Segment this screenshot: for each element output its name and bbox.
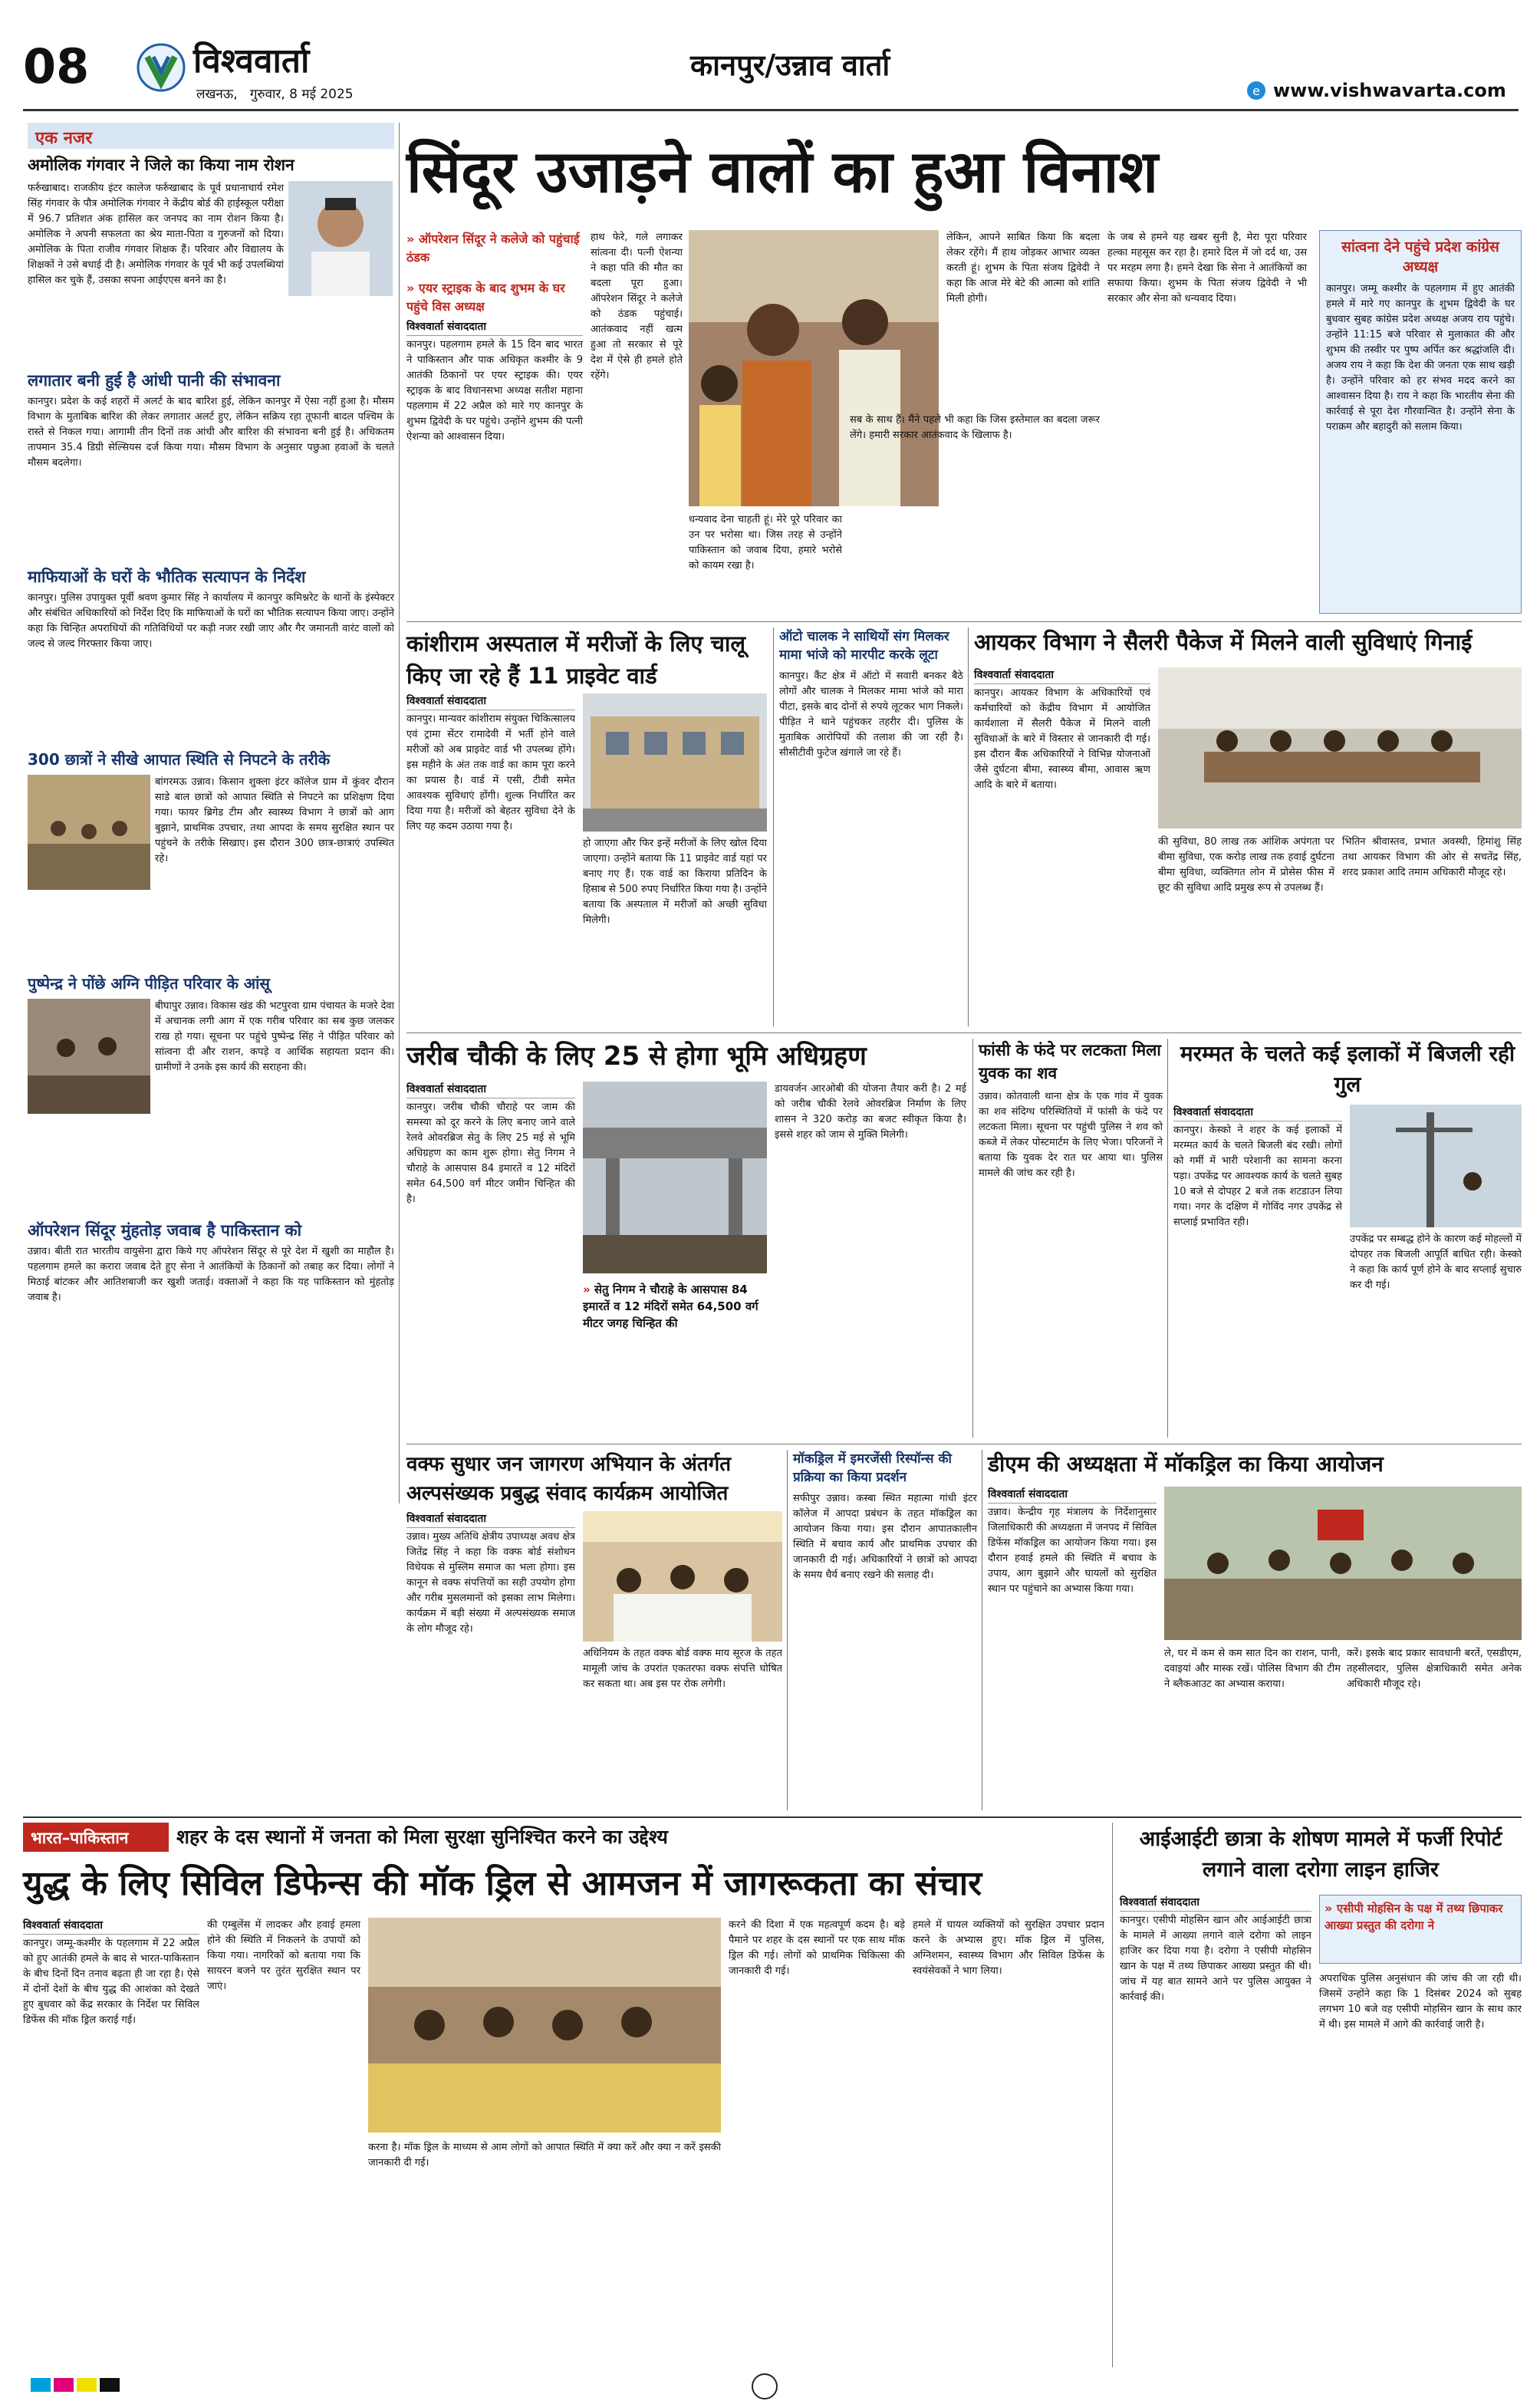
image-caption: [583, 1281, 767, 1332]
story-body: फर्रुखाबाद। राजकीय इंटर कालेज फर्रुखाबाद के पूर्व प्रधानाचार्य रमेश सिंह गंगवार के पौत्र अमोलिक गंगवार ने केंद्रीय बोर्ड की हाईस्कूल परीक्षा में 96.7 प्रतिशत अंक हासिल कर जनपद का नाम रोशन किया है। अमोलिक ने अपनी सफलता का श्रेय माता-पिता व गुरुजनों को दिया। अमोलिक के पिता राजीव गंगवार शिक्षक हैं। परिवार और विद्यालय के शिक्षकों ने उसे बधाई दी है। अमोलिक गंगवार के पूर्व भी कई उपलब्धियां हासिल कर चुके हैं, उसका सपना आईएएस बनने का है।: [28, 183, 284, 286]
story-body: उन्नाव। कोतवाली थाना क्षेत्र के एक गांव में युवक का शव संदिग्ध परिस्थितियों में फांसी के फंदे पर लटकता मिला। सूचना पर पहुंची पुलिस ने शव को कब्जे में लेकर पोस्टमार्टम के लिए भेजा। परिजनों ने बताया कि युवक देर रात घर आया था। पुलिस मामले की जांच कर रही है।: [979, 1091, 1163, 1179]
page-number: 08: [23, 38, 90, 94]
lead-body: लेकिन, आपने साबित किया कि बदला लेकर रहेंगे। मैं हाथ जोड़कर आभार व्यक्त करती हूं। शुभम के पिता संजय द्विवेदी ने कहा कि आज मेरे बेटे की आत्मा को शांति मिली होगी।: [946, 232, 1100, 305]
story-body: अपराधिक पुलिस अनुसंधान की जांच की जा रही थी। जिसमें उन्होंने कहा कि 1 दिसंबर 2024 को सुबह लगभग 10 बजे वह एसीपी मोहसिन खान के साथ कार में थी। इस मामले में आगे की कार्रवाई जारी है।: [1319, 1973, 1522, 2030]
story-body: कानपुर। पुलिस उपायुक्त पूर्वी श्रवण कुमार सिंह ने कार्यालय में कानपुर कमिश्नरेट के थानों के इंस्पेक्टर और संबंधित अधिकारियों को निर्देश दिए कि माफियाओं के घरों का भौतिक सत्यापन किया जाए। उन्होंने कहा कि चिन्हित अपराधियों की गतिविधियों पर कड़ी नजर रखी जाए और गैर जमानती वारंट वालों को जल्द से जल्द गिरफ्तार किया जाए।: [28, 592, 394, 650]
ek-nazar-tag: एक नजर: [28, 123, 394, 149]
story-body: की सुविधा, 80 लाख तक आंशिक अपंगता पर बीमा सुविधा, एक करोड़ लाख तक हवाई दुर्घटना बीमा सुविधा, व्यक्तिगत लोन में प्रोसेस फीस में छूट की सुविधा आदि प्रमुख रूप से उपलब्ध हैं।: [1158, 836, 1334, 894]
story-body: की एम्बुलेंस में लादकर और हवाई हमला होने की स्थिति में निकलने के उपायों को किया गया। नागरिकों को बताया गया कि सायरन बजने पर तुरंत सुरक्षित स्थान पर जाएं।: [207, 1919, 360, 1992]
sidebar-body: कानपुर। जम्मू कश्मीर के पहलगाम में हुए आतंकी हमले में मारे गए कानपुर के शुभम द्विवेदी के घर बुधवार सुबह कांग्रेस प्रदेश अध्यक्ष अजय राय पहुंचे। उन्होंने 11:15 बजे परिवार से मुलाकात की और शुभम की तस्वीर पर पुष्प अर्पित कर श्रद्धांजलि दी। अजय राय ने कहा कि देश की जनता एक साथ खड़ी है। उन्होंने परिवार को हर संभव मदद करने का आश्वासन दिया है। राय ने कहा कि भारतीय सेना की कार्रवाई से पूरा देश गौरवान्वित है। उन्होंने सेना के पराक्रम और बहादुरी को सलाम किया।: [1326, 283, 1515, 433]
story-body: करें। इसके बाद प्रकार सावधानी बरतें, एसडीएम, तहसीलदार, पुलिस क्षेत्राधिकारी समेत अनेक अधिकारी मौजूद रहे।: [1347, 1648, 1522, 1690]
story-body: करने की दिशा में एक महत्वपूर्ण कदम है। बड़े पैमाने पर शहर के दस स्थानों पर एक साथ मॉक ड्रिल की गई। लोगों को प्राथमिक चिकित्सा की जानकारी दी गई।: [729, 1919, 905, 1977]
color-bar: [31, 2378, 123, 2395]
student-photo: [288, 181, 393, 296]
byline: विश्ववार्ता संवाददाता: [23, 1918, 199, 1935]
paper-name: विश्ववार्ता: [193, 41, 310, 81]
story-body: सफीपुर उन्नाव। कस्बा स्थित महात्मा गांधी इंटर कॉलेज में आपदा प्रबंधन के तहत मॉकड्रिल का आयोजन किया गया। इस दौरान आपातकालीन स्थिति में बचाव कार्य और प्राथमिक उपचार की जानकारी दी गई। अधिकारियों ने छात्रों को आपदा के समय धैर्य बनाए रखने की सलाह दी।: [793, 1493, 977, 1581]
caption-text: सेतु निगम ने चौराहे के आसपास 84 इमारतें व 12 मंदिरों समेत 64,500 वर्ग मीटर जगह चिन्हित की: [583, 1283, 758, 1330]
lead-body: सब के साथ हैं। मैंने पहले भी कहा कि जिस इस्तेमाल का बदला जरूर लेंगे। हमारी सरकार आतंकवाद के खिलाफ है।: [850, 414, 1100, 441]
kicker-text: एसीपी मोहसिन के पक्ष में तथ्य छिपाकर आख्या प्रस्तुत की दरोगा ने: [1324, 1902, 1503, 1932]
story-body: कानपुर। प्रदेश के कई शहरों में अलर्ट के बाद बारिश हुई, लेकिन कानपुर में ऐसा नहीं हुआ है। मौसम विभाग के मुताबिक बारिश की लेकर लगातार अलर्ट हुए, लेकिन सक्रिय रहा तूफानी बादल पश्चिम के रास्ते से निकल गया। आगामी तीन दिनों तक आंधी और बारिश की संभावना बनी हुई है। अधिकतम तापमान 35.4 डिग्री सेल्सियस दर्ज किया गया। मौसम विभाग के अनुसार पछुआ हवाओं के चलते मौसम बदलेगा।: [28, 396, 394, 469]
story-body: डायवर्जन आरओबी की योजना तैयार करी है। 2 मई को जरीब चौकी रेलवे ओवरब्रिज निर्माण के लिए शासन ने 320 करोड़ का बजट स्वीकृत किया है। इससे शहर को जाम से मुक्ति मिलेगी।: [775, 1083, 966, 1141]
byline: विश्ववार्ता संवाददाता: [988, 1487, 1157, 1504]
story-body: कानपुर। कैंट क्षेत्र में ऑटो में सवारी बनकर बैठे लोगों और चालक ने मिलकर मामा भांजे को मारा पीटा, इसके बाद दोनों से रुपये लूटकर भाग निकले। पीड़ित ने थाने पहुंचकर तहरीर दी। पुलिस के मुताबिक आरोपियों की तलाश की जा रही है। सीसीटीवी फुटेज खंगाले जा रहे हैं।: [779, 670, 963, 759]
logo-icon: [137, 43, 186, 92]
story-headline: कांशीराम अस्पताल में मरीजों के लिए चालू किए जा रहे हैं 11 प्राइवेट वार्ड: [406, 631, 746, 689]
chevron-right-icon: »: [406, 281, 419, 295]
chevron-right-icon: »: [406, 232, 419, 246]
story-headline: 300 छात्रों ने सीखे आपात स्थिति से निपटने के तरीके: [28, 750, 331, 769]
story-headline: डीएम की अध्यक्षता में मॉकड्रिल का किया आयोजन: [988, 1451, 1384, 1477]
lead-body: धन्यवाद देना चाहती हूं। मेरे पूरे परिवार का उन पर भरोसा था। जिस तरह से उन्होंने पाकिस्तान को जवाब दिया, हमारे भरोसे को कायम रखा है।: [689, 514, 842, 571]
story-headline: फांसी के फंदे पर लटकता मिला युवक का शव: [979, 1041, 1161, 1082]
byline: विश्ववार्ता संवाददाता: [406, 1511, 575, 1528]
story-body: कानपुर। एसीपी मोहसिन खान और आईआईटी छात्रा के मामले में आख्या लगाने वाले दरोगा को लाइन हाजिर कर दिया गया है। दरोगा ने एसीपी मोहसिन खान के पक्ष में तथ्य छिपाकर आख्या प्रस्तुत की थी। जांच में यह बात सामने आने पर पुलिस आयुक्त ने कार्रवाई की।: [1120, 1915, 1311, 2003]
story-headline: ऑटो चालक ने साथियों संग मिलकर मामा भांजे को मारपीट करके लूटा: [779, 629, 949, 663]
story-headline: पुष्पेन्द्र ने पोंछे अग्नि पीड़ित परिवार के आंसू: [28, 974, 270, 993]
kicker-box: [1319, 1895, 1522, 1964]
masthead: [0, 0, 1540, 115]
electric-pole-photo: [1350, 1105, 1522, 1227]
chevron-right-icon: »: [1324, 1901, 1337, 1915]
story-headline: मरम्मत के चलते कई इलाकों में बिजली रही गुल: [1180, 1041, 1515, 1097]
fire-victims-photo: [28, 999, 150, 1114]
chevron-right-icon: »: [583, 1283, 594, 1296]
svg-text:e: e: [1252, 84, 1260, 98]
story-body: कानपुर। केस्को ने शहर के कई इलाकों में मरम्मत कार्य के चलते बिजली बंद रखी। लोगों को गर्मी में भारी परेशानी का सामना करना पड़ा। उपकेंद्र पर आवश्यक कार्य के चलते सुबह 10 बजे से दोपहर 2 बजे तक शटडाउन लिया गया। नगर के दक्षिण में गोविंद नगर उपकेंद्र से सप्लाई प्रभावित रही।: [1173, 1125, 1342, 1228]
kicker-text: [406, 279, 583, 316]
story-body: ले, घर में कम से कम सात दिन का राशन, पानी, दवाइयां और मास्क रखें। पोलिस विभाग की टीम ने ब्लैकआउट का अभ्यास कराया।: [1164, 1648, 1341, 1690]
kicker2: एयर स्ट्राइक के बाद शुभम के घर पहुंचे विस अध्यक्ष: [406, 281, 565, 314]
left-column: [28, 123, 394, 1504]
dm-mockdrill-photo: [1164, 1487, 1522, 1640]
story-headline: माफियाओं के घरों के भौतिक सत्यापन के निर्देश: [28, 568, 306, 586]
lead-body: के जब से हमने यह खबर सुनी है, मेरा पूरा परिवार हल्का महसूस कर रहा है। हमारे दिल में जो दर्द था, उस पर मरहम लगा है। हमने देखा कि सेना ने आतंकियों का सफाया किया। शुभम के पिता संजय द्विवेदी ने भी सरकार और सेना को धन्यवाद दिया।: [1107, 232, 1307, 305]
story-headline: जरीब चौकी के लिए 25 से होगा भूमि अधिग्रहण: [406, 1041, 867, 1072]
sidebar-headline: सांत्वना देने पहुंचे प्रदेश कांग्रेस अध्यक्ष: [1341, 239, 1499, 275]
story-body: उन्नाव। मुख्य अतिथि क्षेत्रीय उपाध्यक्ष अवध क्षेत्र जितेंद्र सिंह ने कहा कि वक्फ बोर्ड संशोधन विधेयक से मुस्लिम समाज का भला होगा। इस कानून से वक्फ संपत्तियों का सही उपयोग होगा और गरीब मुसलमानों को इसका लाभ मिलेगा। कार्यक्रम में बड़ी संख्या में अल्पसंख्यक समाज के लोग मौजूद रहे।: [406, 1531, 575, 1635]
story-body: कानपुर। मान्यवर कांशीराम संयुक्त चिकित्सालय एवं ट्रामा सेंटर रामादेवी में भर्ती होने वाले मरीजों को अब प्राइवेट वार्ड भी उपलब्ध होंगे। इस महीने के अंत तक वार्ड का काम पूरा करने का प्रयास है। वार्ड में एसी, टीवी समेत आवश्यक सुविधाएं होंगी। शुल्क निर्धारित कर दिया गया है। मरीजों को बेहतर सुविधा देने के लिए यह कदम उठाया गया है।: [406, 713, 575, 832]
section-title: कानपुर/उन्नाव वार्ता: [690, 48, 890, 82]
story-body: उन्नाव। बीती रात भारतीय वायुसेना द्वारा किये गए ऑपरेशन सिंदूर से पूरे देश में खुशी का माहौल है। पहलगाम हमले का करारा जवाब देते हुए सेना ने आतंकियों के ठिकानों को तबाह कर दिया। लोगों ने मिठाई बांटकर और आतिशबाजी कर खुशी जताई। वक्ताओं ने कहा कि यह पाकिस्तान को मुंहतोड़ जवाब है।: [28, 1246, 394, 1303]
kicker1: ऑपरेशन सिंदूर ने कलेजे को पहुंचाई ठंडक: [406, 232, 580, 265]
byline: विश्ववार्ता संवाददाता: [406, 693, 575, 710]
students-photo: [28, 775, 150, 890]
web-icon: [1245, 80, 1267, 101]
story-body: उन्नाव। केन्द्रीय गृह मंत्रालय के निर्देशानुसार जिलाधिकारी की अध्यक्षता में जनपद में सिविल डिफेंस मॉकड्रिल का आयोजन किया गया। इस दौरान हवाई हमले की स्थिति में बचाव के उपाय, आग बुझाने और घायलों को सुरक्षित स्थान पर पहुंचाने का अभ्यास किया गया।: [988, 1507, 1157, 1595]
story-body: भितिन श्रीवास्तव, प्रभात अवस्थी, हिमांशु सिंह तथा आयकर विभाग की ओर से सचतेंद्र सिंह, शरद प्रकाश आदि तमाम अधिकारी मौजूद रहे।: [1342, 836, 1522, 878]
masthead-dateline: लखनऊ, गुरुवार, 8 मई 2025: [196, 87, 354, 102]
story-body: बीघापुर उन्नाव। विकास खंड की भटपुरवा ग्राम पंचायत के मजरे देवा में अचानक लगी आग में एक गरीब परिवार का सब कुछ जलकर राख हो गया। सूचना पर पहुंचे पुष्पेन्द्र सिंह ने पीड़ित परिवार को सांत्वना दी और राशन, कपड़े व आर्थिक सहायता प्रदान की। ग्रामीणों ने उनके इस कार्य की सराहना की।: [155, 1000, 394, 1073]
civil-defence-photo: [368, 1918, 721, 2133]
story-body: बांगरमऊ उन्नाव। किसान शुक्ला इंटर कॉलेज ग्राम में कुंवर दौरान साडे बाल छात्रों को आपात स्थिति से निपटने का प्रशिक्षण दिया गया। फायर ब्रिगेड टीम और स्वास्थ्य विभाग ने छात्रों को आग बुझाने, प्राथमिक उपचार, तथा आपदा के समय सुरक्षित स्थान पर पहुंचने के तरीके सिखाए। इस दौरान 300 छात्र-छात्राएं उपस्थित रहे।: [155, 776, 394, 865]
lead-headline: सिंदूर उजाड़ने वालों का हुआ विनाश: [406, 137, 1159, 206]
byline: विश्ववार्ता संवाददाता: [406, 319, 583, 336]
story-headline: वक्फ सुधार जन जागरण अभियान के अंतर्गत अल्पसंख्यक प्रबुद्ध संवाद कार्यक्रम आयोजित: [406, 1453, 732, 1505]
hospital-photo: [583, 693, 767, 832]
registration-mark: [752, 2373, 778, 2399]
story-headline: लगातार बनी हुई है आंधी पानी की संभावना: [28, 371, 281, 390]
story-body: उपकेंद्र पर सम्बद्ध होने के कारण कई मोहल्लों में दोपहर तक बिजली आपूर्ति बाधित रही। केस्को ने कहा कि कार्य पूर्ण होने के बाद सप्लाई सुचारु कर दी गई।: [1350, 1233, 1522, 1291]
kicker-text: [406, 230, 583, 267]
story-body: कानपुर। आयकर विभाग के अधिकारियों एवं कर्मचारियों को केंद्रीय विभाग में आयोजित कार्यशाला में सैलरी पैकेज में मिलने वाली सुविधाओं के बारे में विस्तार से जानकारी दी गई। इस दौरान बैंक अधिकारियों ने विभिन्न योजनाओं जैसे दुर्घटना बीमा, स्वास्थ्य बीमा, आवास ऋण आदि के बारे में बताया।: [974, 687, 1150, 791]
lead-body: हाथ फेरे, गले लगाकर सांत्वना दी। पत्नी ऐशन्या ने कहा पति की मौत का बदला पूरा हुआ। ऑपरेशन सिंदूर ने कलेजे को ठंडक पहुंचाई। आतंकवाद नहीं खत्म हुआ तो सरकार से पूरे देश में ऐसे ही हमले होते रहेंगे।: [591, 232, 683, 381]
story-headline: मॉकड्रिल में इमरजेंसी रिस्पॉन्स की प्रक्रिया का किया प्रदर्शन: [793, 1451, 952, 1485]
website-link[interactable]: www.vishwavarta.com: [1273, 80, 1506, 101]
byline: विश्ववार्ता संवाददाता: [974, 667, 1150, 684]
story-headline: आयकर विभाग ने सैलरी पैकेज में मिलने वाली सुविधाएं गिनाई: [974, 629, 1473, 655]
waqf-event-photo: [583, 1511, 782, 1642]
story-body: करना है। मॉक ड्रिल के माध्यम से आम लोगों को आपात स्थिति में क्या करें और क्या न करें इसकी जानकारी दी गई।: [368, 2142, 721, 2169]
workshop-photo: [1158, 667, 1522, 828]
lead-body: कानपुर। पहलगाम हमले के 15 दिन बाद भारत ने पाकिस्तान और पाक अधिकृत कश्मीर के 9 आतंकी ठिकानों पर एयर स्ट्राइक की। एयर स्ट्राइक के बाद विधानसभा अध्यक्ष सतीश महाना पहलगाम में 22 अप्रैल को मारे गए कानपुर के शुभम द्विवेदी के घर पहुंचे। उन्होंने शुभम की पत्नी ऐशन्या को आश्वासन दिया।: [406, 339, 583, 443]
bottom-headline: युद्ध के लिए सिविल डिफेन्स की मॉक ड्रिल से आमजन में जागरूकता का संचार: [23, 1864, 982, 1903]
story-body: हो जाएगा और फिर इन्हें मरीजों के लिए खोल दिया जाएगा। उन्होंने बताया कि 11 प्राइवेट वार्ड यहां पर बनाए गए हैं। एक वार्ड का किराया प्रतिदिन के हिसाब से 500 रुपए निर्धारित किया गया है। उन्होंने बताया कि अस्पताल में मरीजों को अच्छी सुविधा मिलेगी।: [583, 838, 767, 926]
story-body: कानपुर। जरीब चौकी चौराहे पर जाम की समस्या को दूर करने के लिए बनाए जाने वाले रेलवे ओवरब्रिज सेतु के लिए 25 मई से भूमि अधिग्रहण का काम शुरू होगा। सेतु निगम ने चौराहे के आसपास 84 इमारतें व 12 मंदिरों समेत 64,500 वर्ग मीटर जमीन चिन्हित की है।: [406, 1102, 575, 1205]
bridge-photo: [583, 1082, 767, 1273]
section-tag: भारत–पाकिस्तान: [23, 1823, 169, 1852]
sidebar-box: [1319, 230, 1522, 614]
story-headline: आईआईटी छात्रा के शोषण मामले में फर्जी रिपोर्ट लगाने वाला दरोगा लाइन हाजिर: [1139, 1827, 1502, 1882]
story-headline: ऑपरेशन सिंदूर मुंहतोड़ जवाब है पाकिस्तान को: [28, 1221, 302, 1240]
story-body: कानपुर। जम्मू-कश्मीर के पहलगाम में 22 अप्रैल को हुए आतंकी हमले के बाद से भारत-पाकिस्तान के बीच दिनों दिन तनाव बढ़ता ही जा रहा है। ऐसे में दोनों देशों के बीच युद्ध की आशंका को देखते हुए बुधवार को केंद्र सरकार के निर्देश पर सिविल डिफेंस की मॉक ड्रिल कराई गई।: [23, 1938, 199, 2026]
byline: विश्ववार्ता संवाददाता: [406, 1082, 575, 1098]
story-body: अधिनियम के तहत वक्फ बोर्ड वक्फ माय सूरज के तहत मामूली जांच के उपरांत एकतरफा वक्फ संपत्ति घोषित कर सकता था। अब इस पर रोक लगेगी।: [583, 1648, 782, 1690]
byline: विश्ववार्ता संवाददाता: [1120, 1895, 1311, 1912]
story-headline: अमोलिक गंगवार ने जिले का किया नाम रोशन: [28, 156, 295, 174]
lead-kicker: [406, 230, 583, 316]
bottom-subhead: शहर के दस स्थानों में जनता को मिला सुरक्षा सुनिश्चित करने का उद्देश्य: [176, 1826, 668, 1848]
story-body: हमले में घायल व्यक्तियों को सुरक्षित उपचार प्रदान करने के अभ्यास हुए। मॉक ड्रिल में पुलिस, अग्निशमन, स्वास्थ्य विभाग और सिविल डिफेंस के स्वयंसेवकों ने भाग लिया।: [913, 1919, 1104, 1977]
byline: विश्ववार्ता संवाददाता: [1173, 1105, 1342, 1121]
